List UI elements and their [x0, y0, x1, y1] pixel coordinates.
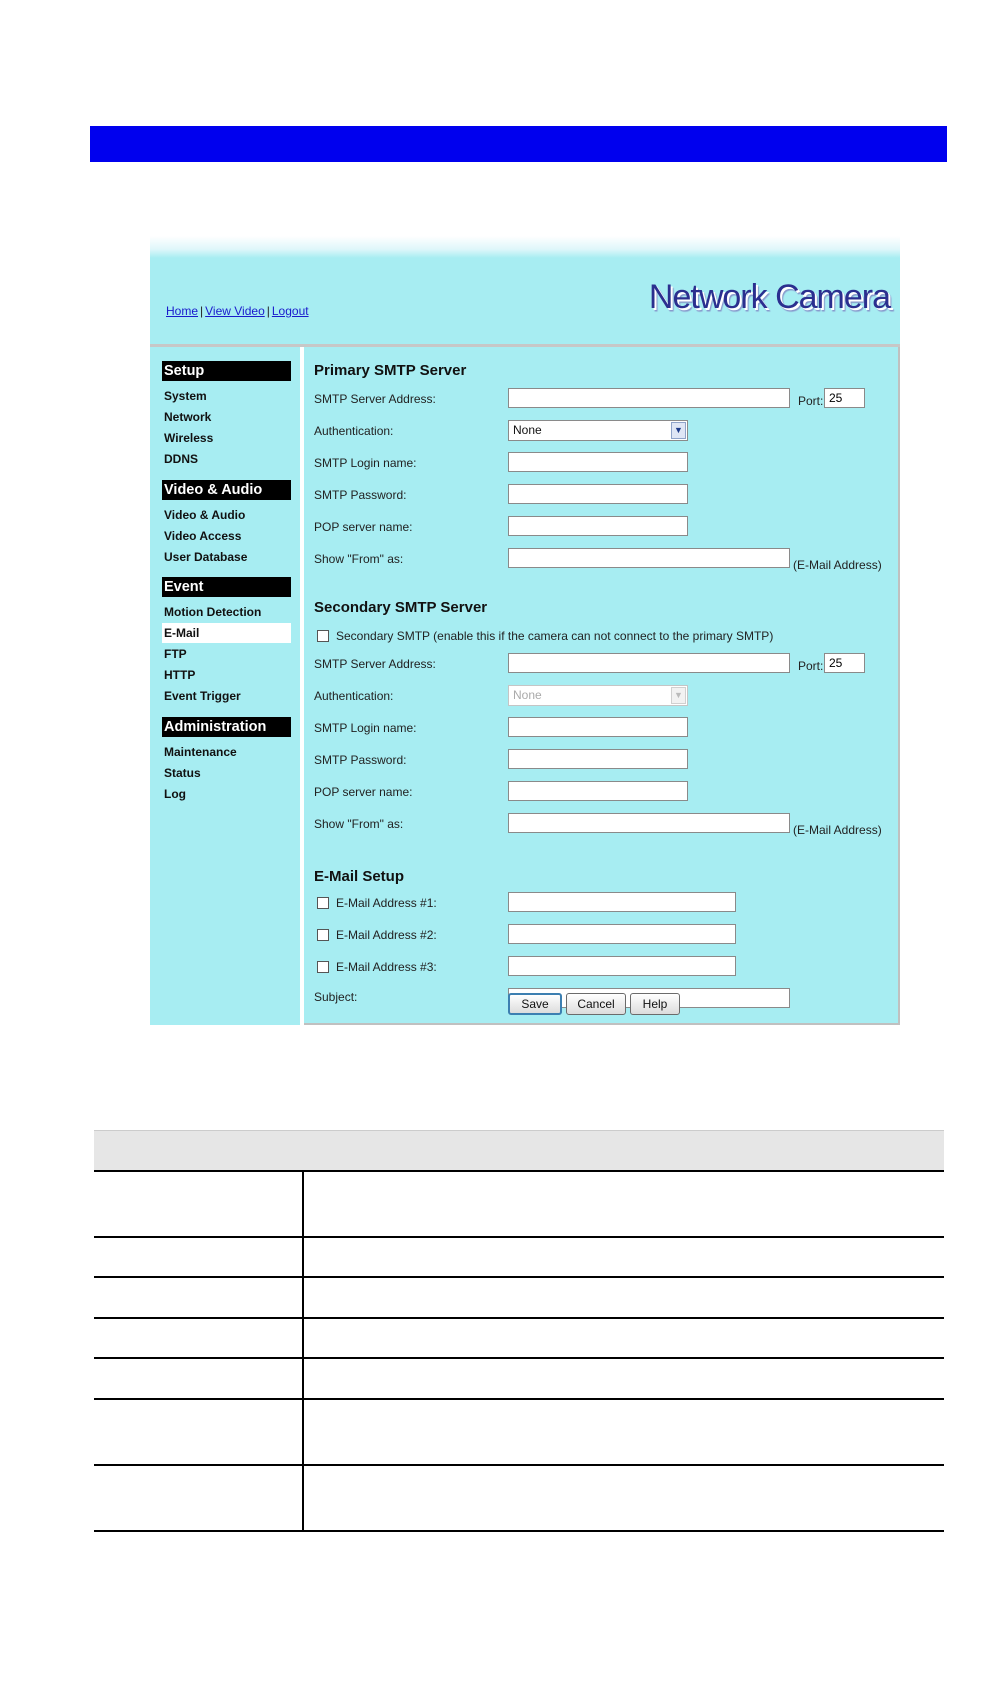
sidebar-item-video-audio[interactable]: Video & Audio — [164, 508, 246, 522]
secondary-auth-value: None — [513, 688, 542, 702]
save-button[interactable]: Save — [508, 993, 562, 1015]
subject-label: Subject: — [314, 990, 358, 1004]
table-row-divider — [94, 1530, 944, 1532]
logout-link[interactable]: Logout — [271, 304, 309, 318]
primary-password-input[interactable] — [508, 484, 688, 504]
table-row-divider — [94, 1317, 944, 1319]
sidebar-item-network[interactable]: Network — [164, 410, 212, 424]
primary-auth-label: Authentication: — [314, 424, 394, 438]
table-row-divider — [94, 1398, 944, 1400]
sidebar-section-administration: Administration — [162, 717, 291, 737]
primary-port-input[interactable] — [824, 388, 865, 408]
secondary-port-input[interactable] — [824, 653, 865, 673]
cancel-button[interactable]: Cancel — [566, 993, 626, 1015]
camera-web-ui — [150, 236, 900, 1025]
view-video-link[interactable]: View Video — [205, 304, 265, 318]
primary-server-label: SMTP Server Address: — [314, 392, 436, 406]
sidebar-item-ddns[interactable]: DDNS — [164, 452, 199, 466]
sidebar-item-ftp[interactable]: FTP — [164, 647, 187, 661]
primary-from-input[interactable] — [508, 548, 790, 568]
help-button[interactable]: Help — [630, 993, 680, 1015]
email-settings-form — [304, 347, 900, 1025]
primary-auth-value: None — [513, 423, 542, 437]
email-setup-title: E-Mail Setup — [314, 868, 405, 885]
secondary-pop-label: POP server name: — [314, 785, 413, 799]
primary-from-label: Show "From" as: — [314, 552, 404, 566]
sidebar — [150, 347, 304, 1025]
sidebar-section-video-audio: Video & Audio — [162, 480, 291, 500]
email-address-1-checkbox[interactable] — [317, 897, 329, 909]
primary-password-label: SMTP Password: — [314, 488, 407, 502]
primary-login-input[interactable] — [508, 452, 688, 472]
table-column-divider — [302, 1170, 304, 1532]
table-row-divider — [94, 1357, 944, 1359]
chevron-down-icon: ▼ — [671, 422, 686, 439]
secondary-from-suffix: (E-Mail Address) — [793, 823, 882, 837]
email-address-1-input[interactable] — [508, 892, 736, 912]
primary-smtp-title: Primary SMTP Server — [314, 362, 467, 379]
camera-header — [150, 258, 900, 347]
primary-auth-select[interactable] — [508, 420, 688, 441]
network-camera-logo: Network Camera — [648, 277, 890, 317]
sidebar-section-event: Event — [162, 577, 291, 597]
home-link[interactable]: Home — [166, 304, 199, 318]
sidebar-item-http[interactable]: HTTP — [164, 668, 196, 682]
secondary-login-input[interactable] — [508, 717, 688, 737]
secondary-pop-input[interactable] — [508, 781, 688, 801]
secondary-auth-select[interactable] — [508, 685, 688, 706]
secondary-smtp-title: Secondary SMTP Server — [314, 599, 488, 616]
secondary-port-label: Port: — [798, 659, 824, 673]
secondary-smtp-checkbox[interactable] — [317, 630, 329, 642]
secondary-auth-label: Authentication: — [314, 689, 394, 703]
primary-from-suffix: (E-Mail Address) — [793, 558, 882, 572]
email-address-1-label: E-Mail Address #1: — [336, 896, 437, 910]
chevron-down-icon: ▼ — [671, 687, 686, 704]
secondary-login-label: SMTP Login name: — [314, 721, 417, 735]
email-address-2-input[interactable] — [508, 924, 736, 944]
sidebar-item-system[interactable]: System — [164, 389, 207, 403]
secondary-server-input[interactable] — [508, 653, 790, 673]
email-address-3-input[interactable] — [508, 956, 736, 976]
sidebar-item-user-database[interactable]: User Database — [164, 550, 248, 564]
secondary-password-input[interactable] — [508, 749, 688, 769]
secondary-from-label: Show "From" as: — [314, 817, 404, 831]
primary-pop-label: POP server name: — [314, 520, 413, 534]
table-row-divider — [94, 1464, 944, 1466]
primary-login-label: SMTP Login name: — [314, 456, 417, 470]
page-title-bar — [90, 126, 947, 162]
sidebar-item-maintenance[interactable]: Maintenance — [164, 745, 237, 759]
top-nav-links: Home | View Video | Logout — [166, 304, 309, 318]
primary-pop-input[interactable] — [508, 516, 688, 536]
table-row-divider — [94, 1236, 944, 1238]
sidebar-section-setup: Setup — [162, 361, 291, 381]
secondary-server-label: SMTP Server Address: — [314, 657, 436, 671]
header-fade — [150, 236, 900, 258]
sidebar-item-motion-detection[interactable]: Motion Detection — [164, 605, 262, 619]
sidebar-item-wireless[interactable]: Wireless — [164, 431, 214, 445]
sidebar-item-email[interactable]: E-Mail — [162, 623, 291, 643]
sidebar-item-event-trigger[interactable]: Event Trigger — [164, 689, 241, 703]
sidebar-item-video-access[interactable]: Video Access — [164, 529, 242, 543]
secondary-from-input[interactable] — [508, 813, 790, 833]
sidebar-item-log[interactable]: Log — [164, 787, 186, 801]
email-address-3-label: E-Mail Address #3: — [336, 960, 437, 974]
sidebar-item-status[interactable]: Status — [164, 766, 201, 780]
table-row-divider — [94, 1170, 944, 1172]
email-address-2-label: E-Mail Address #2: — [336, 928, 437, 942]
secondary-password-label: SMTP Password: — [314, 753, 407, 767]
table-header — [94, 1130, 944, 1171]
primary-port-label: Port: — [798, 394, 824, 408]
table-row-divider — [94, 1276, 944, 1278]
primary-server-input[interactable] — [508, 388, 790, 408]
email-address-2-checkbox[interactable] — [317, 929, 329, 941]
secondary-smtp-checkbox-label: Secondary SMTP (enable this if the camera can not connect to the primary SMTP) — [336, 629, 774, 643]
email-address-3-checkbox[interactable] — [317, 961, 329, 973]
